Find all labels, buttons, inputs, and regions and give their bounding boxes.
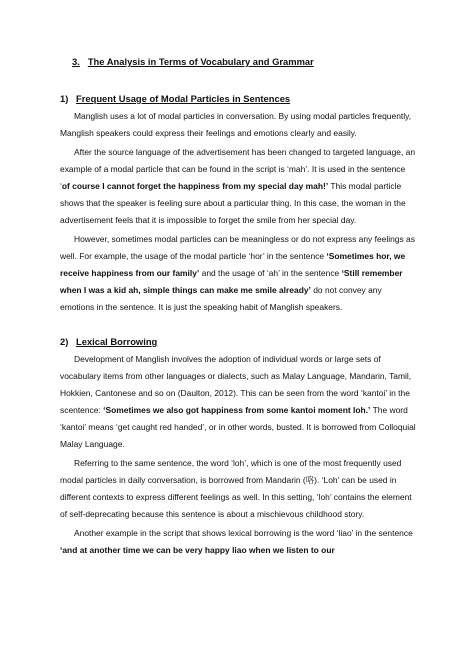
s2-paragraph-2: Referring to the same sentence, the word ‘loh’, which is one of the most frequently used modal particles in daily conversation, is borrowed from Mandarin (咯). ‘Loh’ can be used in different contexts to express different feelings as well. In this setting, ‘loh’ contains the element of self-deprecating because this sentence is about a mischievous childhood story.	[60, 458, 412, 519]
subsection-2-title: Lexical Borrowing	[76, 336, 158, 347]
s2-p1-text-c: The word ‘kantoi’ means ‘get caught red handed’, or in other words, busted. It is borrowed from Colloquial Malay Language.	[60, 405, 416, 449]
s2-paragraph-3	[60, 525, 416, 559]
subsection-2-number: 2)	[60, 336, 69, 347]
subsection-1-heading	[60, 93, 416, 104]
s1-p3-text-e: do not convey any emotions in the sentence. It is just the speaking habit of Manglish speakers.	[60, 285, 382, 312]
s1-p3-quote-2: ‘Still remember when I was a kid ah, simple things can make me smile already’	[60, 268, 403, 295]
s1-paragraph-3	[60, 231, 416, 316]
s2-p1-text-a: Development of Manglish involves the adoption of individual words or large sets of vocabulary items from other languages or dialects, such as Malay Language, Mandarin, Tamil, Hokkien, Cantonese and so on (Daulton, 2012). This can be seen from the word ‘kantoi’ in the scentence:	[60, 354, 412, 415]
section-heading-number: 3.	[72, 56, 80, 67]
subsection-1-number: 1)	[60, 93, 69, 104]
s1-p2-quote: of course I cannot forget the happiness from my special day mah!’	[61, 181, 329, 191]
s2-paragraph-1	[60, 351, 416, 453]
s1-p3-text-c: and the usage of ‘ah’ in the sentence	[199, 268, 342, 278]
s1-p3-quote-1: ‘Sometimes hor, we receive happiness from our family’	[60, 251, 406, 278]
subsection-1-title: Frequent Usage of Modal Particles in Sentences	[76, 93, 291, 104]
s2-p1-quote: ‘Sometimes we also got happiness from some kantoi moment loh.’	[103, 405, 371, 415]
s1-paragraph-2	[60, 144, 416, 229]
s1-paragraph-1: Manglish uses a lot of modal particles in conversation. By using modal particles frequently, Manglish speakers could express their feelings and emotions clearly and easily.	[60, 111, 412, 138]
s2-p3-quote: ‘and at another time we can be very happy liao when we listen to our	[60, 545, 335, 555]
s1-p3-text-a: However, sometimes modal particles can be meaningless or do not express any feelings as well. For example, the usage of the modal particle ‘hor’ in the sentence	[60, 234, 415, 261]
s2-p3-text-a: Another example in the script that shows lexical borrowing is the word ‘liao’ in the sentence	[74, 528, 413, 538]
s1-p2-text-a: After the source language of the advertisement has been changed to targeted language, an example of a modal particle that can be found in the script is ‘mah’. It is used in the sentence ‘	[60, 147, 416, 191]
s1-p2-text-c: This modal particle shows that the speaker is feeling sure about a particular thing. In this case, the woman in the advertisement feels that it is impossible to forget the smile from her special day.	[60, 181, 406, 225]
section-heading-title: The Analysis in Terms of Vocabulary and Grammar	[87, 56, 314, 67]
section-heading	[72, 56, 416, 67]
subsection-2-heading	[60, 336, 416, 347]
